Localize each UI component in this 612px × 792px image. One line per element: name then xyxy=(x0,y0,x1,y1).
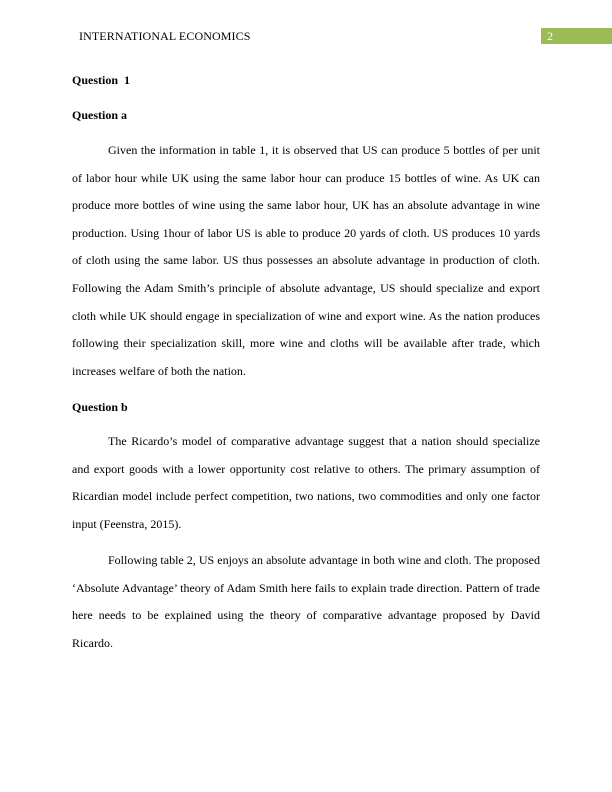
question-heading: Question 1 xyxy=(72,73,131,87)
running-head: INTERNATIONAL ECONOMICS xyxy=(79,29,251,43)
paragraph-question-b-1: The Ricardo’s model of comparative advantage suggest that a nation should specialize and export goods with a lower opportunity cost relative to others. The primary assumption of Ricardian model include perfect competition, two nations, two commodities and only one factor input (Feenstra, 2015). xyxy=(72,434,540,531)
page-number-badge xyxy=(541,28,612,44)
page-number: 2 xyxy=(547,29,553,43)
paragraph-question-a: Given the information in table 1, it is observed that US can produce 5 bottles of per unit of labor hour while UK using the same labor hour can produce 15 bottles of wine. As UK can produce more bottles of wine using the same labor hour, UK has an absolute advantage in wine production. Using 1hour of labor US is able to produce 20 yards of cloth. US produces 10 yards of cloth using the same labor. US thus possesses an absolute advantage in production of cloth. Following the Adam Smith’s principle of absolute advantage, US should specialize and export cloth while UK should engage in specialization of wine and export wine. As the nation produces following their specialization skill, more wine and cloths will be available after trade, which increases welfare of both the nation. xyxy=(72,143,540,378)
paragraph-question-b-2: Following table 2, US enjoys an absolute advantage in both wine and cloth. The proposed ‘Absolute Advantage’ theory of Adam Smith here fails to explain trade direction. Pattern of trade here needs to be explained using the theory of comparative advantage proposed by David Ricardo. xyxy=(72,553,540,650)
subheading-question-a: Question a xyxy=(72,108,128,122)
subheading-question-b: Question b xyxy=(72,400,128,414)
